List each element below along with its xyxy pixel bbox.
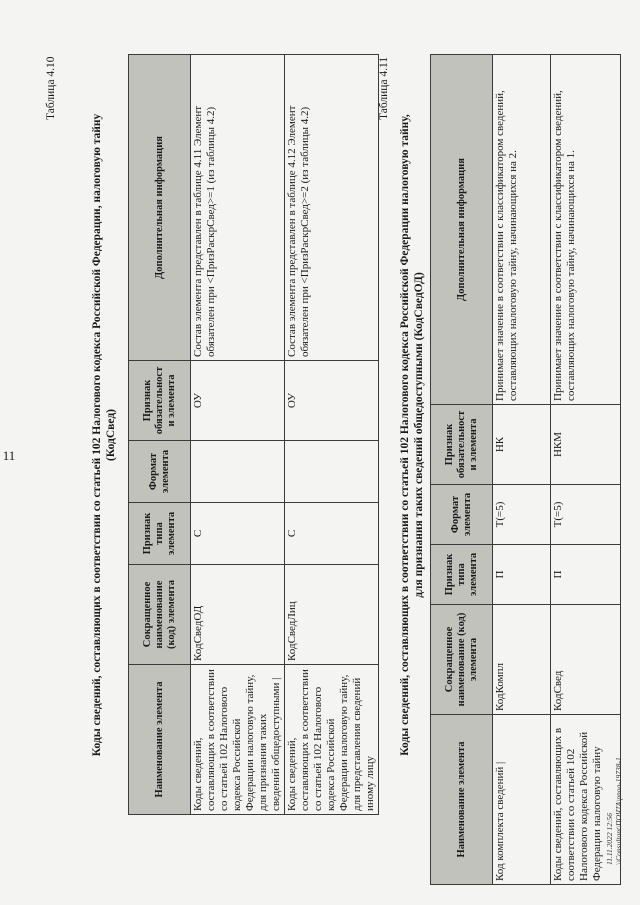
element-info: Принимает значение в соответствии с классификатором сведений, составляющих налоговую тайну, начинающихся на 2.	[493, 55, 551, 405]
footer-path: \\Consultant\ПОЧТА\pnoa-19738-1	[614, 757, 623, 865]
table-row	[493, 55, 551, 885]
element-format	[285, 441, 379, 503]
element-type: П	[551, 545, 621, 605]
column-header: Дополнительная информация	[431, 55, 493, 405]
table-title: Коды сведений, составляющих в соответствии со статьей 102 Налогового кодекса Российской Федерации, налоговую тайну (КодСвед)	[91, 113, 117, 757]
element-type: П	[493, 545, 551, 605]
element-format: T(=5)	[551, 485, 621, 545]
table-row	[191, 55, 285, 815]
column-header: Признак типа элемента	[129, 503, 191, 565]
data-table	[430, 54, 621, 885]
element-format	[191, 441, 285, 503]
element-code: КодСведОД	[191, 565, 285, 665]
table-title: Коды сведений, составляющих в соответствии со статьей 102 Налогового кодекса Российской Федерации налоговую тайну, для признания таких сведений общедоступными (КодСведОД)	[399, 114, 425, 756]
element-name: Код комплекта сведений |	[493, 715, 551, 885]
element-required: НКМ	[551, 405, 621, 485]
element-info: Состав элемента представлен в таблице 4.12 Элемент обязателен при <ПризРаскрСвед>=2 (из таблицы 4.2)	[285, 55, 379, 361]
column-header: Наименование элемента	[431, 715, 493, 885]
element-type: С	[285, 503, 379, 565]
footer-timestamp: 11.11.2022 12:56	[605, 812, 614, 865]
element-type: С	[191, 503, 285, 565]
element-name: Коды сведений, составляющих в соответствии со статьей 102 Налогового кодекса Российской Федерации налоговую тайну	[551, 715, 621, 885]
element-name: Коды сведений, составляющих в соответствии со статьей 102 Налогового кодекса Российской Федерации налоговую тайну, для представления сведений иному лицу	[285, 665, 379, 815]
column-header: Сокращенное наименование (код) элемента	[129, 565, 191, 665]
element-required: ОУ	[285, 361, 379, 441]
element-code: КодКомпл	[493, 605, 551, 715]
data-table	[128, 54, 379, 815]
element-code: КодСвед	[551, 605, 621, 715]
column-header: Формат элемента	[129, 441, 191, 503]
element-info: Состав элемента представлен в таблице 4.11 Элемент обязателен при <ПризРаскрСвед>=1 (из таблицы 4.2)	[191, 55, 285, 361]
column-header: Сокращенное наименование (код) элемента	[431, 605, 493, 715]
table-row	[285, 55, 379, 815]
column-header: Формат элемента	[431, 485, 493, 545]
column-header: Наименование элемента	[129, 665, 191, 815]
element-required: НК	[493, 405, 551, 485]
element-format: T(=5)	[493, 485, 551, 545]
element-required: ОУ	[191, 361, 285, 441]
column-header: Признак обязательности элемента	[431, 405, 493, 485]
column-header: Признак обязательности элемента	[129, 361, 191, 441]
table-label: Таблица 4.11	[378, 56, 390, 120]
table-label: Таблица 4.10	[45, 56, 57, 120]
print-footer	[605, 757, 623, 865]
element-info: Принимает значение в соответствии с классификатором сведений, составляющих налоговую тайну, начинающихся на 1.	[551, 55, 621, 405]
element-name: Коды сведений, составляющих в соответствии со статьей 102 Налогового кодекса Российской Федерации налоговую тайну, для признания таких сведений общедоступными |	[191, 665, 285, 815]
column-header: Признак типа элемента	[431, 545, 493, 605]
column-header: Дополнительная информация	[129, 55, 191, 361]
page-number: 11	[2, 448, 16, 463]
element-code: КодСведЛиц	[285, 565, 379, 665]
